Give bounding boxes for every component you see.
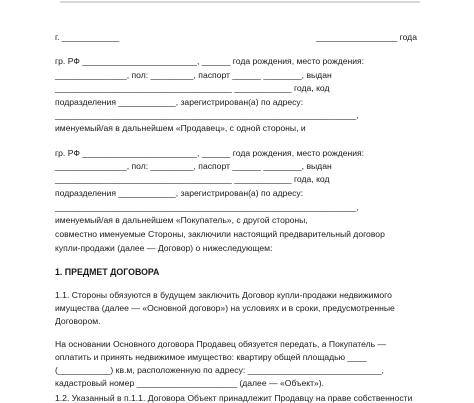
buyer-line-4: подразделения ____________, зарегистрирован(а) по адресу: [55,188,304,198]
object-line-3: (___________) кв.м, расположенную по адресу: ____________________________, [55,365,384,375]
seller-line-5: _______________________________________________________________, [55,110,359,120]
city-line: г. ____________ [55,32,120,42]
seller-line-6: именуемый/ая в дальнейшем «Продавец», с одной стороны, и [55,123,306,133]
preamble-line-1: совместно именуемые Стороны, заключили настоящий предварительный договор [55,229,385,239]
object-line-4: кадастровый номер _____________________ (далее — «Объект»). [55,378,325,388]
clause-1-1-line-3: Договором. [55,316,101,326]
buyer-line-5: _______________________________________________________________, [55,202,359,212]
seller-line-3: _____________________________________ ____________ года, код [55,83,330,93]
buyer-line-1: гр. РФ ________________________, ______ года рождения, место рождения: [55,148,365,158]
buyer-line-2: _______________, пол: _________, паспорт ______ ________, выдан [55,161,332,171]
buyer-line-6: именуемый/ая в дальнейшем «Покупатель», с другой стороны, [55,215,308,225]
object-line-1: На основании Основного договора Продавец обязуется передать, а Покупатель — [55,339,387,349]
seller-line-2: _______________, пол: _________, паспорт ______ ________, выдан [55,70,332,80]
buyer-line-3: _____________________________________ ____________ года, код [55,174,330,184]
clause-1-1-line-1: 1.1. Стороны обязуются в будущем заключить Договор купли-продажи недвижимого [55,290,392,300]
object-line-2: оплатить и принять недвижимое имущество: квартиру общей площадью ____ [55,352,367,362]
clause-1-1-line-2: имущества (далее — «Основной договор») на условиях и в сроки, предусмотренные [55,303,395,313]
preamble-line-2: купли-продажи (далее — Договор) о нижеследующем: [55,243,273,253]
seller-line-4: подразделения ____________, зарегистрирован(а) по адресу: [55,97,304,107]
date-line: _________________ года [316,32,417,42]
previous-line-remnant [60,0,420,3]
clause-1-2-line-1: 1.2. Указанный в п.1.1. Договора Объект принадлежит Продавцу на праве собственности [55,393,413,403]
seller-line-1: гр. РФ ________________________, ______ года рождения, место рождения: [55,56,365,66]
section-heading: 1. ПРЕДМЕТ ДОГОВОРА [55,267,160,277]
